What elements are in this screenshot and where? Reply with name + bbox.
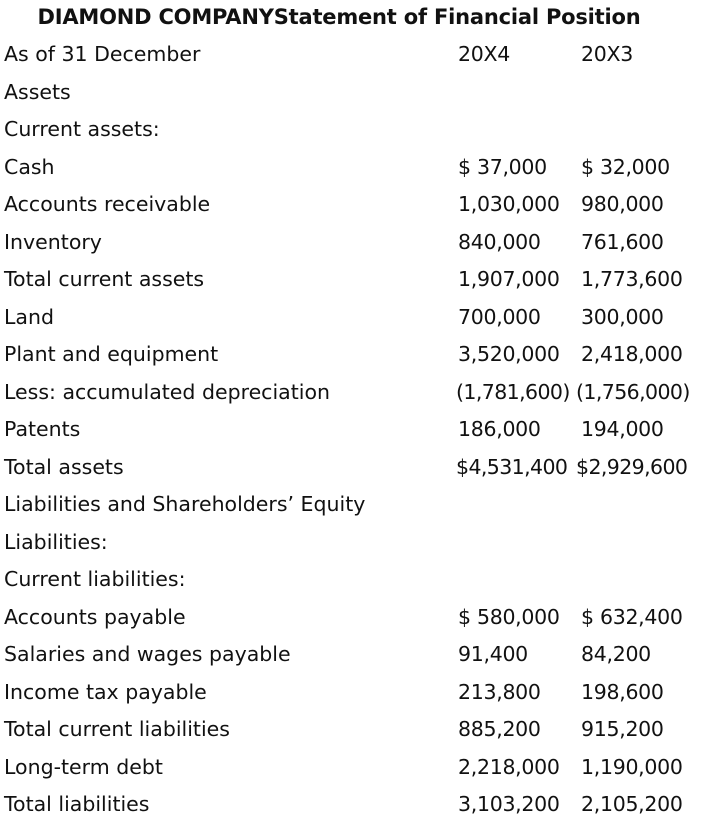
table-row [0,599,708,637]
value-20x3: 198,600 [581,679,664,704]
row-label: Cash [4,154,55,179]
table-row [0,636,708,674]
table-row [0,149,708,187]
value-20x3: (1,756,000) [576,379,690,404]
row-label: Income tax payable [4,679,207,704]
value-20x4: 700,000 [458,304,541,329]
row-label: Current liabilities: [4,567,186,591]
value-20x4: 91,400 [458,642,528,666]
value-20x4: 1,907,000 [458,267,560,291]
value-20x4: 1,030,000 [458,192,560,216]
value-20x4: (1,781,600) [456,379,570,404]
value-20x3: 1,190,000 [581,754,683,779]
table-row [0,74,708,112]
value-20x4: 885,200 [458,717,541,741]
value-20x4: 2,218,000 [458,754,560,779]
table-row [0,786,708,824]
table-row [0,749,708,787]
table-row [0,374,708,412]
row-label: Patents [4,417,81,441]
value-20x3: $ 32,000 [581,154,670,179]
value-20x3: 2,418,000 [581,342,683,366]
value-20x3: 761,600 [581,229,664,254]
value-20x4: 186,000 [458,417,541,441]
row-label: Total assets [4,454,124,479]
row-label: As of 31 December [4,42,201,66]
statement-table [0,36,708,824]
table-row [0,299,708,337]
table-row [0,561,708,599]
table-row [0,524,708,562]
value-20x3: 300,000 [581,304,664,329]
value-20x4: $4,531,400 [456,454,568,479]
row-label: Accounts payable [4,604,186,629]
table-row [0,186,708,224]
row-label: Total liabilities [4,792,150,816]
value-20x4: 213,800 [458,679,541,704]
value-20x3: 194,000 [581,417,664,441]
row-label: Liabilities and Shareholders’ Equity [4,492,366,516]
table-row [0,411,708,449]
row-label: Current assets: [4,117,160,141]
row-label: Total current liabilities [4,717,230,741]
value-20x4: 20X4 [458,42,510,66]
value-20x4: 3,103,200 [458,792,560,816]
row-label: Accounts receivable [4,192,211,216]
table-row [0,111,708,149]
row-label: Land [4,304,54,329]
value-20x3: 1,773,600 [581,267,683,291]
value-20x3: $ 632,400 [581,604,683,629]
table-row [0,224,708,262]
table-row [0,674,708,712]
value-20x4: $ 37,000 [458,154,547,179]
value-20x3: 2,105,200 [581,792,683,816]
row-label: Total current assets [4,267,205,291]
value-20x3: 84,200 [581,642,651,666]
table-row [0,486,708,524]
table-row [0,261,708,299]
row-label: Liabilities: [4,529,108,554]
value-20x4: $ 580,000 [458,604,560,629]
value-20x3: 915,200 [581,717,664,741]
row-label: Plant and equipment [4,342,219,366]
row-label: Inventory [4,229,102,254]
value-20x4: 840,000 [458,229,541,254]
row-label: Less: accumulated depreciation [4,379,330,404]
table-row [0,711,708,749]
row-label: Assets [4,79,71,104]
table-row [0,336,708,374]
value-20x4: 3,520,000 [458,342,560,366]
statement-title: DIAMOND COMPANYStatement of Financial Position [37,5,641,29]
table-row [0,449,708,487]
value-20x3: 20X3 [581,42,633,66]
value-20x3: 980,000 [581,192,664,216]
row-label: Long-term debt [4,754,163,779]
table-row [0,36,708,74]
value-20x3: $2,929,600 [576,454,688,479]
row-label: Salaries and wages payable [4,642,291,666]
